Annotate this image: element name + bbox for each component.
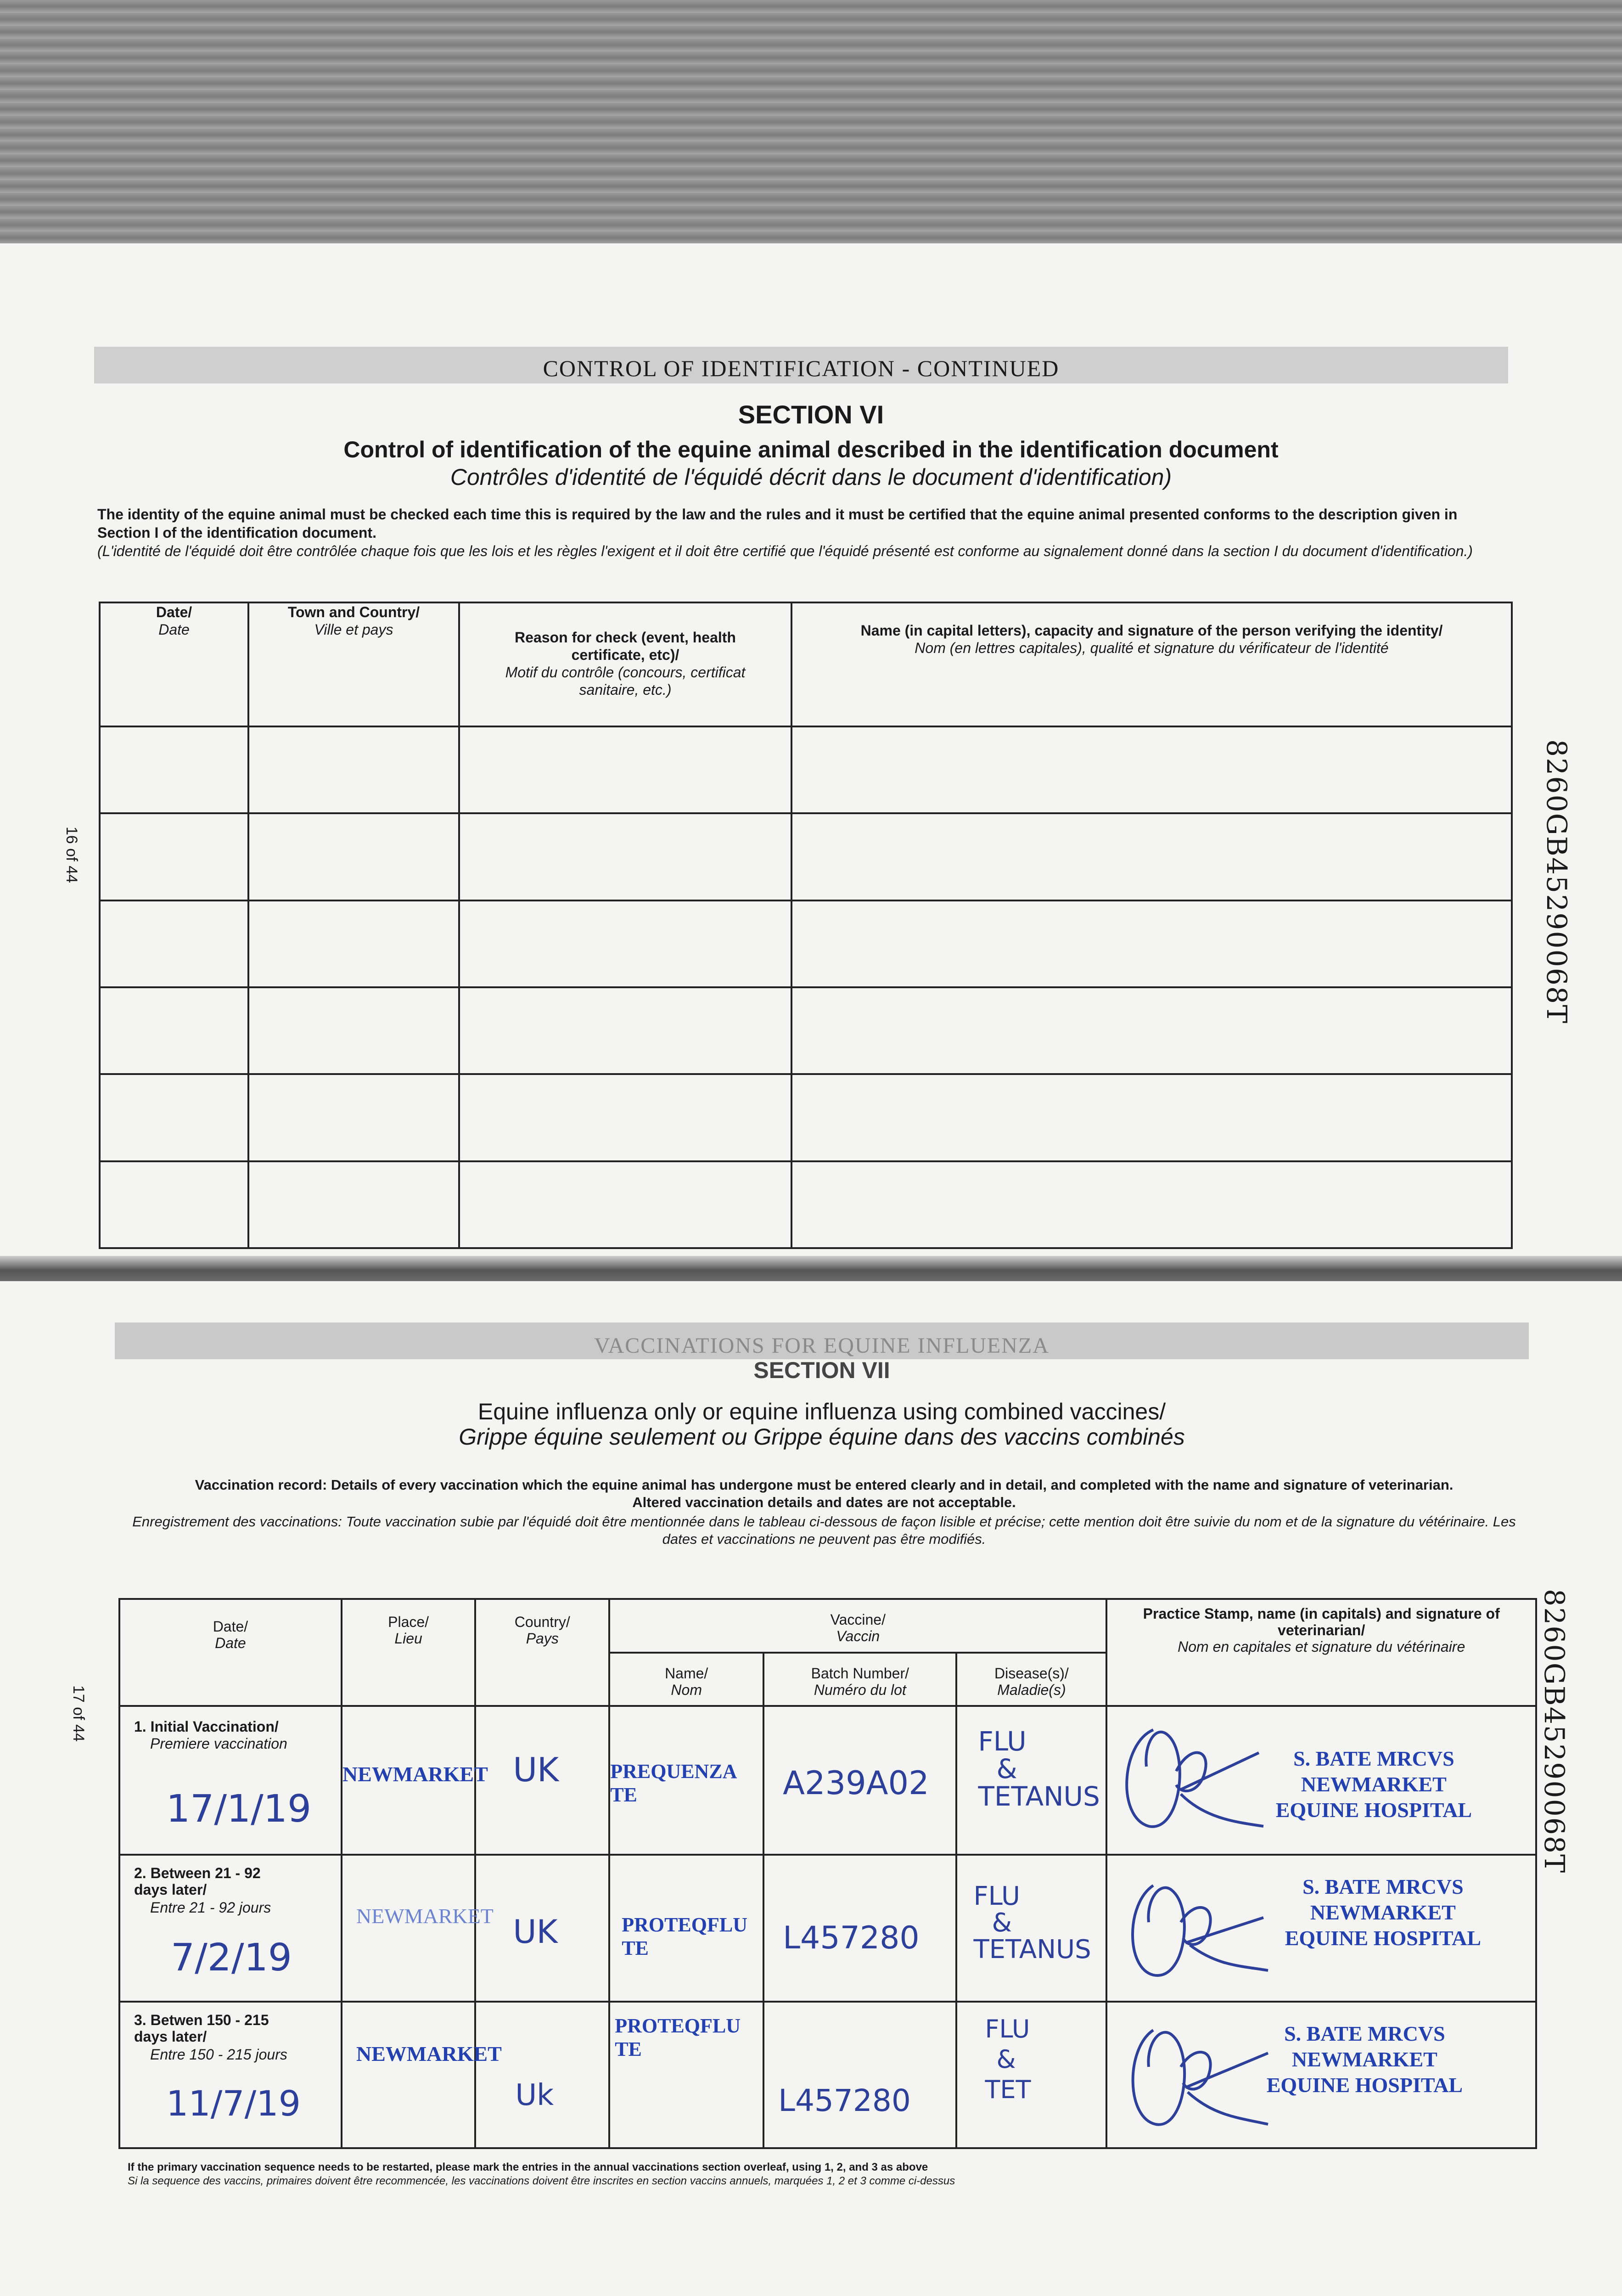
scanner-background <box>0 0 1622 248</box>
table-row <box>100 726 1512 813</box>
record-text-en: Vaccination record: Details of every vaccination which the equine animal has undergone must be entered clearly and in detail, and completed with the name and signature of veterinarian. Altered vaccination details and dates are not acceptable. <box>195 1477 1454 1510</box>
batch-cell: L457280 <box>763 2002 956 2148</box>
disease-cell: FLU & TETANUS <box>956 1855 1106 2001</box>
date-cell: 2. Between 21 - 92 days later/ Entre 21 - 92 jours 7/2/19 <box>119 1855 342 2001</box>
table-row <box>100 1074 1512 1161</box>
handwritten-date: 11/7/19 <box>166 2082 301 2124</box>
handwritten-date: 7/2/19 <box>171 1936 292 1980</box>
section-heading: SECTION VI <box>738 400 884 429</box>
table-row <box>119 1855 1536 2001</box>
table-row <box>100 813 1512 900</box>
col-diseases: Disease(s)/ Maladie(s) <box>956 1653 1106 1706</box>
disease-cell: FLU & TET <box>956 2002 1106 2148</box>
section-heading: SECTION VII <box>753 1357 890 1383</box>
country-cell: UK <box>475 1855 609 2001</box>
section-band-title: CONTROL OF IDENTIFICATION - CONTINUED <box>94 347 1508 383</box>
page-16 <box>0 243 1622 1263</box>
table-row <box>119 2002 1536 2148</box>
col-date: Date/ Date <box>119 1599 342 1706</box>
vaccination-table <box>118 1598 1537 2149</box>
page-17 <box>0 1281 1622 2296</box>
date-cell: 1. Initial Vaccination/ Premiere vaccination 17/1/19 <box>119 1706 342 1855</box>
practice-stamp-cell <box>1106 1706 1536 1855</box>
table-row <box>100 900 1512 987</box>
country-cell: UK <box>475 1706 609 1855</box>
place-cell: NEWMARKET <box>342 1706 475 1855</box>
col-vaccine-name: Name/ Nom <box>609 1653 763 1706</box>
page-number: 16 of 44 <box>63 827 80 883</box>
page-number: 17 of 44 <box>70 1685 87 1742</box>
col-date: Date/ Date <box>100 602 248 726</box>
place-cell: NEWMARKET <box>342 1855 475 2001</box>
disease-cell: FLU & TETANUS <box>956 1706 1106 1855</box>
col-place: Place/ Lieu <box>342 1599 475 1706</box>
col-reason: Reason for check (event, health certificate, etc)/ Motif du contrôle (concours, certificat sanitaire, etc.) <box>459 602 791 726</box>
vaccine-name-cell: PROTEQFLU TE <box>609 2002 763 2148</box>
col-practice-stamp: Practice Stamp, name (in capitals) and signature of veterinarian/ Nom en capitales et signature du vétérinaire <box>1106 1599 1536 1706</box>
vaccine-name-cell: PREQUENZA TE <box>609 1706 763 1855</box>
handwritten-date: 17/1/19 <box>166 1787 312 1831</box>
intro-text-en: The identity of the equine animal must be checked each time this is required by the law and the rules and it must be certified that the equine animal presented conforms to the description given in Section I of the identification document. <box>97 506 1458 541</box>
identity-check-table <box>99 602 1513 1249</box>
intro-text-fr: (L'identité de l'équidé doit être contrôlée chaque fois que les lois et les règles l'exigent et il doit être certifié que l'équidé présenté est conforme au signalement donné dans la section I du document d'identification.) <box>97 543 1473 559</box>
footnote-fr: Si la sequence des vaccins, primaires doivent être recommencée, les vaccinations doivent être inscrites en section vaccins annuels, marquées 1, 2 et 3 comme ci-dessus <box>128 2175 955 2187</box>
practice-stamp-cell <box>1106 1855 1536 2001</box>
section-title-en: Equine influenza only or equine influenza using combined vaccines/ <box>477 1399 1166 1424</box>
table-row <box>100 1161 1512 1248</box>
table-row <box>119 1706 1536 1855</box>
section-title-en: Control of identification of the equine animal described in the identification document <box>343 437 1279 462</box>
col-vaccine: Vaccine/ Vaccin <box>609 1599 1106 1653</box>
section-title-fr: Contrôles d'identité de l'équidé décrit dans le document d'identification) <box>450 464 1172 490</box>
document-id: 8260GB45290068T <box>1538 1589 1570 1874</box>
section-band-title: VACCINATIONS FOR EQUINE INFLUENZA <box>115 1322 1529 1359</box>
vaccine-name-cell: PROTEQFLU TE <box>609 1855 763 2001</box>
date-cell: 3. Betwen 150 - 215 days later/ Entre 150 - 215 jours 11/7/19 <box>119 2002 342 2148</box>
batch-cell: L457280 <box>763 1855 956 2001</box>
col-batch-number: Batch Number/ Numéro du lot <box>763 1653 956 1706</box>
vet-stamp: S. BATE MRCVS NEWMARKET EQUINE HOSPITAL <box>1266 2021 1463 2097</box>
country-cell: Uk <box>475 2002 609 2148</box>
vet-stamp: S. BATE MRCVS NEWMARKET EQUINE HOSPITAL <box>1275 1747 1472 1822</box>
practice-stamp-cell <box>1106 2002 1536 2148</box>
place-cell: NEWMARKET <box>342 2002 475 2148</box>
footnote-en: If the primary vaccination sequence needs to be restarted, please mark the entries in the annual vaccinations section overleaf, using 1, 2, and 3 as above <box>128 2161 928 2173</box>
col-verifier-name: Name (in capital letters), capacity and signature of the person verifying the identity/ Nom (en lettres capitales), qualité et signature du vérificateur de l'identité <box>791 602 1512 726</box>
vet-stamp: S. BATE MRCVS NEWMARKET EQUINE HOSPITAL <box>1285 1875 1482 1950</box>
col-town-country: Town and Country/ Ville et pays <box>248 602 459 726</box>
document-id: 8260GB45290068T <box>1540 739 1572 1024</box>
section-title-fr: Grippe équine seulement ou Grippe équine dans des vaccins combinés <box>459 1424 1185 1450</box>
batch-cell: A239A02 <box>763 1706 956 1855</box>
table-row <box>100 987 1512 1074</box>
col-country: Country/ Pays <box>475 1599 609 1706</box>
record-text-fr: Enregistrement des vaccinations: Toute vaccination subie par l'équidé doit être mentionnée dans le tableau ci-dessous de façon lisible et précise; cette mention doit être suivie du nom et de la signature du vétérinaire. Les dates et vaccinations ne peuvent pas être modifiés. <box>132 1514 1516 1547</box>
